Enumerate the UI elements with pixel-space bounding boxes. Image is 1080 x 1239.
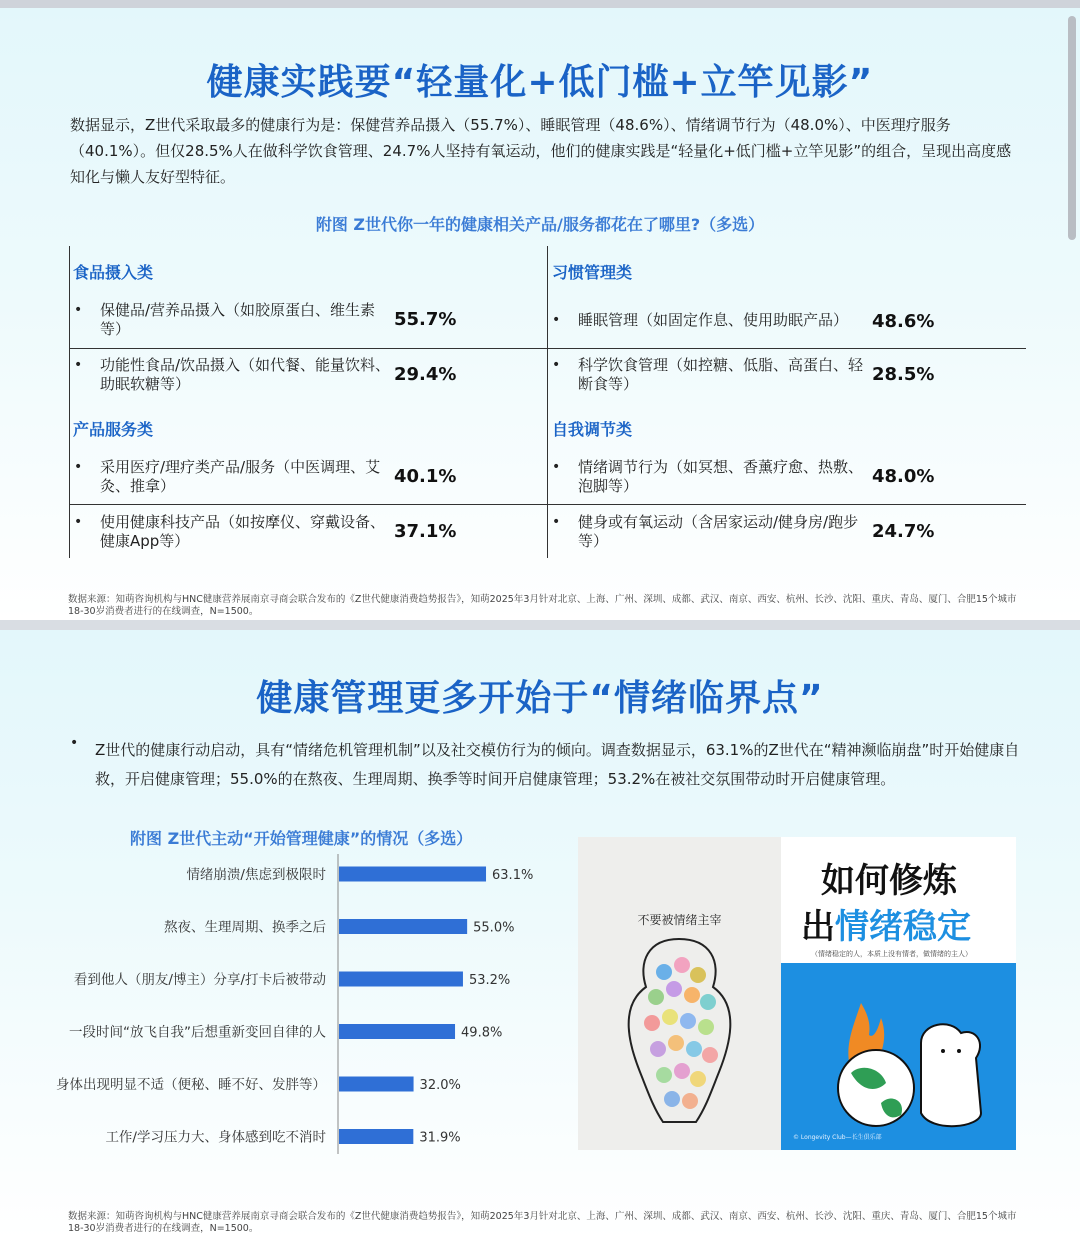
item-text: 保健品/营养品摄入（如胶原蛋白、维生素等） [100,301,376,338]
bar [339,867,486,882]
category-self: 自我调节类 [552,420,633,439]
bar-category-label: 情绪崩溃/焦虑到极限时 [186,867,326,883]
bar-chart [40,840,560,1170]
item-value: 40.1% [394,466,457,487]
bar-value-label: 63.1% [492,868,534,883]
bar-value-label: 32.0% [419,1078,461,1093]
bar-value-label: 31.9% [419,1130,461,1146]
table-item [70,301,540,345]
item-text: 睡眠管理（如固定作息、使用助眠产品） [578,311,849,329]
table-center-divider [547,246,548,558]
bullet: • [74,357,83,373]
dog-globe-illustration [781,963,1016,1150]
bar-value-label: 55.0% [473,920,515,936]
bar-category-label: 一段时间“放飞自我”后想重新变回自律的人 [69,1024,326,1041]
bar-category-label: 身体出现明显不适（便秘、睡不好、发胖等） [56,1077,326,1093]
slide1-figure-title: 附图 Z世代你一年的健康相关产品/服务都花在了哪里?（多选） [315,215,765,234]
bullet: • [552,459,561,475]
table-item [548,356,1018,400]
item-text: 科学饮食管理（如控糖、低脂、高蛋白、轻断食等） [578,356,864,393]
table-item [548,458,1018,502]
bullet: • [74,459,83,475]
bullet: • [552,514,561,530]
item-value: 28.5% [872,364,935,385]
item-text: 采用医疗/理疗类产品/服务（中医调理、艾灸、推拿） [100,458,381,495]
category-food: 食品摄入类 [73,263,154,282]
table-item [70,513,540,557]
scrollbar-thumb[interactable] [1068,16,1076,240]
item-value: 48.0% [872,466,935,487]
bullet: • [552,357,561,373]
book2-title-line1: 如何修炼 [821,861,957,901]
bar-value-label: 49.8% [461,1025,503,1041]
slide2-source-note: 数据来源：知萌咨询机构与HNC健康营养展南京寻商会联合发布的《Z世代健康消费趋势报告》，知萌2025年3月针对北京、上海、广州、深圳、成都、武汉、南京、西安、杭州、长沙、沈阳、重庆、青岛、厦门、合肥15个城市18-30岁消费者进行的在线调查，N=1500。 [68,1211,1017,1234]
bar [339,1129,413,1144]
slide1-title: 健康实践要“轻量化+低门槛+立竿见影” [206,62,874,103]
item-value: 48.6% [872,311,935,332]
bar-category-label: 工作/学习压力大、身体感到吃不消时 [105,1129,326,1146]
category-product: 产品服务类 [73,420,154,439]
book-covers-image [578,837,1016,1150]
bar-category-label: 看到他人（朋友/博主）分享/打卡后被带动 [73,972,326,988]
table-left-border [69,246,70,558]
bar-value-label: 53.2% [468,973,511,988]
book1-title: 不要被情绪主宰 [637,913,722,927]
bar [339,1024,455,1039]
slide1-paragraph: 数据显示，Z世代采取最多的健康行为是：保健营养品摄入（55.7%）、睡眠管理（48.6%）、情绪调节行为（48.0%）、中医理疗服务（40.1%）。但仅28.5%人在做科学饮食管理、24.7%人坚持有氧运动，他们的健康实践是“轻量化+低门槛+立竿见影”的组合，呈现出高度感知化与懒人友好型特征。 [70,116,1012,186]
slide2-paragraph: Z世代的健康行动启动，具有“情绪危机管理机制”以及社交模仿行为的倾向。调查数据显示，63.1%的Z世代在“精神濒临崩盘”时开始健康自救，开启健康管理；55.0%的在熬夜、生理周期、换季等时间开启健康管理；53.2%在被社交氛围带动时开启健康管理。 [95,741,1020,788]
item-value: 29.4% [394,364,457,385]
item-value: 55.7% [394,309,457,330]
bar [339,1077,414,1092]
chart-title: 附图 Z世代主动“开始管理健康”的情况（多选） [130,829,473,848]
table-row-divider [69,504,1026,505]
item-value: 24.7% [872,521,935,542]
book2-subtitle: （情绪稳定的人，本质上没有情者，做情绪的主人） [811,950,972,958]
item-text: 使用健康科技产品（如按摩仪、穿戴设备、健康App等） [100,513,386,550]
book2-title-prefix: 出 [801,907,835,947]
book2-title-highlight: 情绪稳定 [835,907,971,947]
bullet: • [70,735,79,751]
bar-category-label: 熬夜、生理周期、换季之后 [164,919,326,936]
book2-title-line2 [801,899,971,948]
book2-footer: © Longevity Club—长生俱乐部 [793,1134,882,1141]
book2-illustration [781,963,1016,1150]
category-habit: 习惯管理类 [552,263,633,282]
slide2-title: 健康管理更多开始于“情绪临界点” [256,678,824,719]
table-item [70,458,540,502]
emotion-faces-illustration [578,837,781,1150]
slide-emotion-threshold [0,630,1080,1239]
bullet: • [552,312,561,328]
table-item [548,311,1018,355]
bullet: • [74,514,83,530]
item-text: 情绪调节行为（如冥想、香薰疗愈、热敷、泡脚等） [578,458,864,495]
table-item [70,356,540,400]
bar [339,919,467,934]
item-value: 37.1% [394,521,457,542]
bar [339,972,463,987]
item-text: 功能性食品/饮品摄入（如代餐、能量饮料、助眠软糖等） [100,356,391,393]
item-text: 健身或有氧运动（含居家运动/健身房/跑步等） [578,513,859,550]
table-item [548,513,1018,557]
slide1-source-note: 数据来源：知萌咨询机构与HNC健康营养展南京寻商会联合发布的《Z世代健康消费趋势报告》，知萌2025年3月针对北京、上海、广州、深圳、成都、武汉、南京、西安、杭州、长沙、沈阳、重庆、青岛、厦门、合肥15个城市18-30岁消费者进行的在线调查，N=1500。 [68,594,1017,617]
bullet: • [74,302,83,318]
book-cover-right [781,837,1016,1150]
book-cover-left [578,837,781,1150]
